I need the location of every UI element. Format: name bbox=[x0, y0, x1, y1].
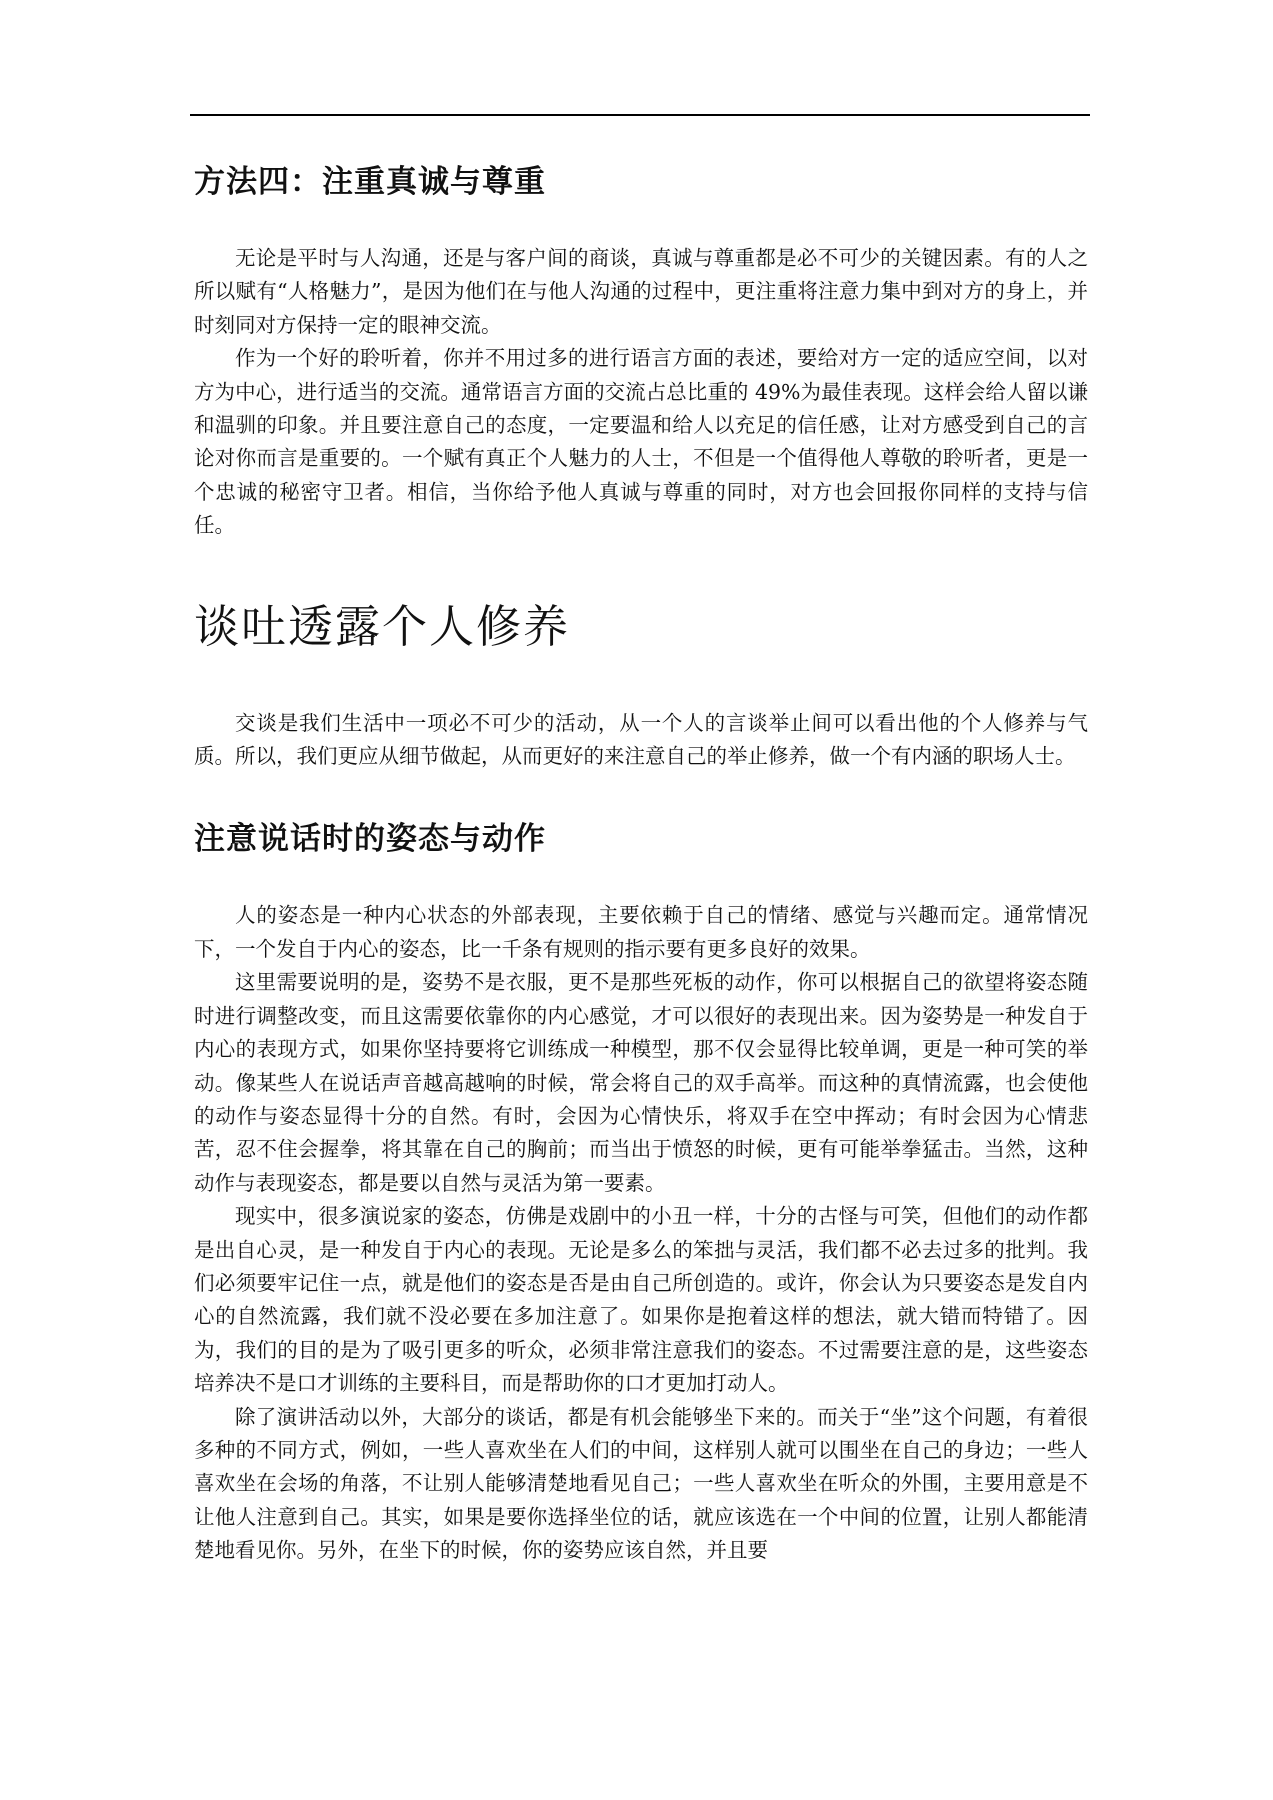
paragraph: 现实中，很多演说家的姿态，仿佛是戏剧中的小丑一样，十分的古怪与可笑，但他们的动作都是出自心灵，是一种发自于内心的表现。无论是多么的笨拙与灵活，我们都不必去过多的批判。我们必须要牢记住一点，就是他们的姿态是否是由自己所创造的。或许，你会认为只要姿态是发自内心的自然流露，我们就不没必要在多加注意了。如果你是抱着这样的想法，就大错而特错了。因为，我们的目的是为了吸引更多的听众，必须非常注意我们的姿态。不过需要注意的是，这些姿态培养决不是口才训练的主要科目，而是帮助你的口才更加打动人。 bbox=[194, 1204, 1088, 1396]
paragraph: 无论是平时与人沟通，还是与客户间的商谈，真诚与尊重都是必不可少的关键因素。有的人之所以赋有“人格魅力”，是因为他们在与他人沟通的过程中，更注重将注意力集中到对方的身上，并时刻同对方保持一定的眼神交流。 bbox=[194, 246, 1088, 337]
page-content bbox=[194, 160, 1088, 1568]
paragraph: 人的姿态是一种内心状态的外部表现，主要依赖于自己的情绪、感觉与兴趣而定。通常情况下，一个发自于内心的姿态，比一千条有规则的指示要有更多良好的效果。 bbox=[194, 903, 1088, 961]
section-heading-method-four: 方法四：注重真诚与尊重 bbox=[194, 164, 546, 200]
section-heading-posture: 注意说话时的姿态与动作 bbox=[194, 821, 546, 858]
paragraph: 这里需要说明的是，姿势不是衣服，更不是那些死板的动作，你可以根据自己的欲望将姿态随时进行调整改变，而且这需要依靠你的内心感觉，才可以很好的表现出来。因为姿势是一种发自于内心的表现方式，如果你坚持要将它训练成一种模型，那不仅会显得比较单调，更是一种可笑的举动。像某些人在说话声音越高越响的时候，常会将自己的双手高举。而这种的真情流露，也会使他的动作与姿态显得十分的自然。有时，会因为心情快乐，将双手在空中挥动；有时会因为心情悲苦，忍不住会握拳，将其靠在自己的胸前；而当出于愤怒的时候，更有可能举拳猛击。当然，这种动作与表现姿态，都是要以自然与灵活为第一要素。 bbox=[194, 970, 1088, 1195]
header-rule bbox=[190, 114, 1090, 116]
chapter-intro-paragraph: 交谈是我们生活中一项必不可少的活动，从一个人的言谈举止间可以看出他的个人修养与气质。所以，我们更应从细节做起，从而更好的来注意自己的举止修养，做一个有内涵的职场人士。 bbox=[194, 710, 1088, 769]
paragraph: 作为一个好的聆听着，你并不用过多的进行语言方面的表述，要给对方一定的适应空间，以对方为中心，进行适当的交流。通常语言方面的交流占总比重的 49%为最佳表现。这样会给人留以谦和温驯的印象。并且要注意自己的态度，一定要温和给人以充足的信任感，让对方感受到自己的言论对你而言是重要的。一个赋有真正个人魅力的人士，不但是一个值得他人尊敬的聆听者，更是一个忠诚的秘密守卫者。相信，当你给予他人真诚与尊重的同时，对方也会回报你同样的支持与信任。 bbox=[194, 346, 1088, 538]
chapter-title: 谈吐透露个人修养 bbox=[194, 599, 571, 653]
paragraph: 除了演讲活动以外，大部分的谈话，都是有机会能够坐下来的。而关于“坐”这个问题，有着很多种的不同方式，例如，一些人喜欢坐在人们的中间，这样别人就可以围坐在自己的身边；一些人喜欢坐在会场的角落，不让别人能够清楚地看见自己；一些人喜欢坐在听众的外围，主要用意是不让他人注意到自己。其实，如果是要你选择坐位的话，就应该选在一个中间的位置，让别人都能清楚地看见你。另外，在坐下的时候，你的姿势应该自然，并且要 bbox=[194, 1404, 1088, 1563]
